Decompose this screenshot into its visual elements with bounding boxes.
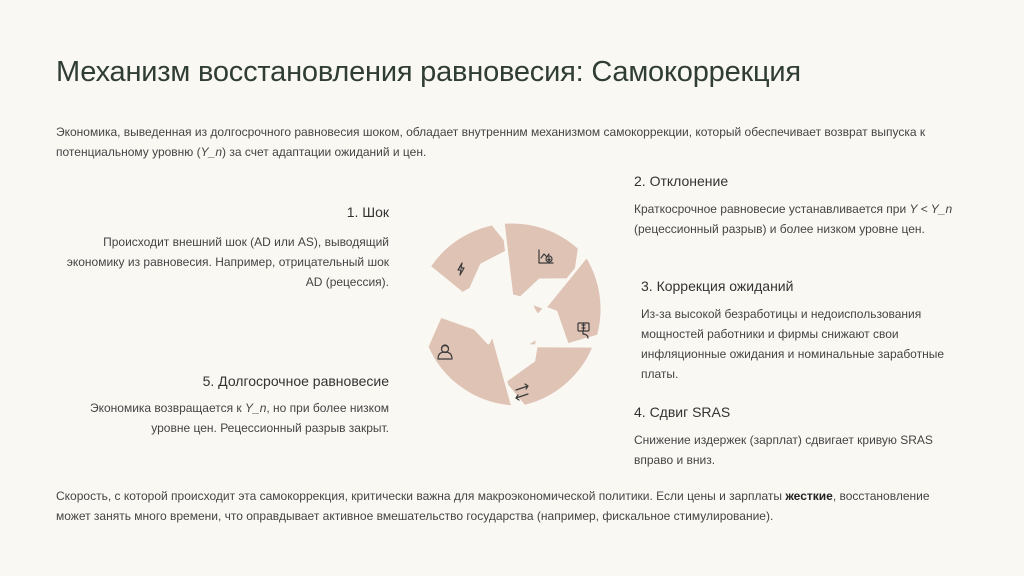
step-5-yn: Y_n [245,401,267,415]
cycle-diagram [402,212,622,432]
step-1-title: 1. Шок [346,204,389,220]
step-1-description: Происходит внешний шок (AD или AS), выводящий экономику из равновесия. Например, отрицательный шок AD (рецессия). [66,235,389,289]
step-5-desc-start: Экономика возвращается к [89,401,246,415]
step-2-title: 2. Отклонение [634,173,729,189]
footer-text-end: , восстановление может занять много времени, что оправдывает активное вмешательство государства (например, фискальное стимулирование). [56,489,930,523]
intro-text [56,122,976,162]
step-3-title: 3. Коррекция ожиданий [641,278,794,294]
intro-text-end: ) за счет адаптации ожиданий и цен. [222,145,427,159]
step-2-desc-start: Краткосрочное равновесие устанавливается при [634,202,910,216]
step-4-block [634,404,974,470]
step-3-block [641,278,981,384]
cycle-segment-1 [429,224,512,294]
intro-yn: Y_n [200,145,222,159]
footer-text-start: Скорость, с которой происходит эта самокоррекция, критически важна для макроэкономической политики. Если цены и зарплаты [56,489,786,503]
step-1-block [60,204,389,292]
step-3-description: Из-за высокой безработицы и недоиспользования мощностей работники и фирмы снижают свои инфляционные ожидания и номинальные заработные платы. [641,307,945,381]
cycle-segment-5 [427,316,513,407]
step-2-block [634,173,974,239]
step-5-block [60,373,389,438]
step-2-description [634,199,974,239]
footer-text [56,486,956,526]
step-5-title: 5. Долгосрочное равновесие [202,373,389,389]
step-5-description [60,398,389,438]
page-title: Механизм восстановления равновесия: Самокоррекция [56,56,801,88]
cycle-segments [427,222,602,407]
step-4-title: 4. Сдвиг SRAS [634,404,731,420]
step-5-desc-end: , но при более низком уровне цен. Рецессионный разрыв закрыт. [151,401,389,435]
footer-bold-word: жесткие [785,489,833,503]
step-4-description: Снижение издержек (зарплат) сдвигает кривую SRAS вправо и вниз. [634,433,933,467]
step-2-desc-end: (рецессионный разрыв) и более низком уровне цен. [634,222,925,236]
step-2-y-expression: Y < Y_n [909,202,953,216]
intro-text-start: Экономика, выведенная из долгосрочного равновесия шоком, обладает внутренним механизмом самокоррекции, который обеспечивает возврат выпуска к потенциальному уровню ( [56,125,926,159]
